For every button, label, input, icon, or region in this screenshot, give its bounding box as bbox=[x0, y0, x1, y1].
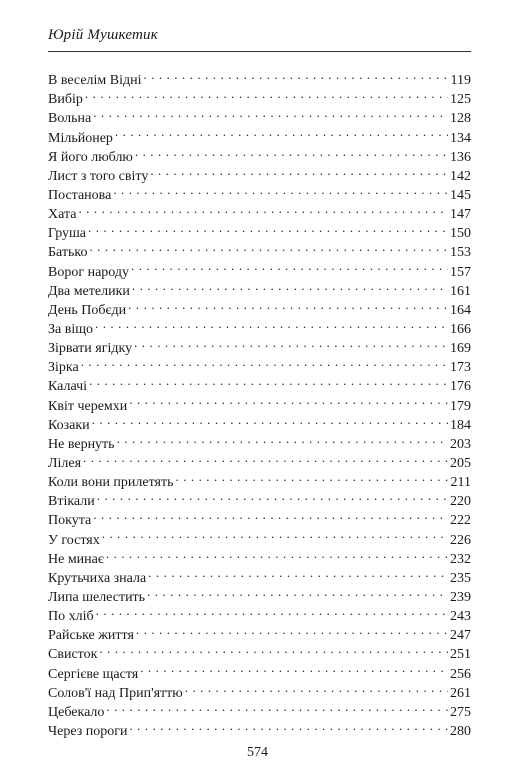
toc-dot-leader bbox=[132, 276, 448, 295]
toc-entry-page: 275 bbox=[450, 704, 471, 720]
toc-entry bbox=[48, 199, 471, 223]
toc-entry bbox=[48, 237, 471, 261]
toc-entry-page: 166 bbox=[450, 321, 471, 337]
toc-dot-leader bbox=[135, 142, 448, 161]
toc-entry bbox=[48, 371, 471, 395]
toc-dot-leader bbox=[117, 429, 448, 448]
toc-dot-leader bbox=[128, 295, 448, 314]
toc-entry-page: 261 bbox=[450, 685, 471, 701]
toc-dot-leader bbox=[88, 218, 448, 237]
toc-dot-leader bbox=[131, 256, 448, 275]
toc-dot-leader bbox=[96, 601, 448, 620]
toc-entry-title: Солов'ї над Прип'яттю bbox=[48, 685, 183, 701]
toc-entry-page: 150 bbox=[450, 226, 471, 242]
toc-dot-leader bbox=[89, 371, 448, 390]
toc-dot-leader bbox=[129, 716, 448, 735]
header-rule bbox=[48, 51, 471, 52]
toc-entry bbox=[48, 544, 471, 567]
toc-dot-leader bbox=[83, 448, 448, 467]
toc-entry-title: По хліб bbox=[48, 609, 94, 625]
toc-entry-title: Груша bbox=[48, 226, 87, 242]
toc-entry bbox=[48, 390, 471, 414]
toc-entry-title: У гостях bbox=[48, 532, 100, 548]
toc-dot-leader bbox=[176, 467, 449, 486]
page-number: 574 bbox=[247, 745, 268, 760]
toc-entry bbox=[48, 620, 471, 644]
toc-entry-title: Я його люблю bbox=[48, 149, 133, 165]
toc-entry-title: Втікали bbox=[48, 494, 95, 510]
toc-entry-page: 147 bbox=[450, 207, 471, 223]
toc-entry-title: Сергієве щастя bbox=[48, 666, 139, 682]
toc-dot-leader bbox=[89, 237, 448, 256]
toc-dot-leader bbox=[150, 161, 448, 180]
toc-entry-page: 145 bbox=[450, 187, 471, 203]
toc-entry bbox=[48, 333, 471, 357]
toc-dot-leader bbox=[97, 486, 448, 505]
toc-entry bbox=[48, 218, 471, 242]
toc-dot-leader bbox=[185, 678, 448, 697]
toc-entry-title: Батько bbox=[48, 245, 88, 261]
toc-dot-leader bbox=[102, 524, 448, 543]
toc-entry bbox=[48, 716, 471, 739]
toc-entry-title: Коли вони прилетять bbox=[48, 475, 174, 491]
toc-entry bbox=[48, 639, 471, 663]
toc-dot-leader bbox=[81, 352, 448, 371]
toc-entry-title: Зірвати ягідку bbox=[48, 341, 133, 357]
toc-dot-leader bbox=[144, 65, 449, 84]
toc-entry bbox=[48, 314, 471, 337]
toc-dot-leader bbox=[85, 84, 448, 103]
toc-entry-page: 164 bbox=[450, 302, 471, 318]
toc-entry-page: 222 bbox=[450, 513, 471, 529]
toc-entry-title: День Побєди bbox=[48, 302, 127, 318]
toc-entry-title: Лілея bbox=[48, 455, 82, 471]
toc-entry-page: 203 bbox=[450, 436, 471, 452]
toc-entry-page: 157 bbox=[450, 264, 471, 280]
toc-entry bbox=[48, 505, 471, 529]
toc-entry-page: 232 bbox=[450, 551, 471, 567]
toc-entry-title: В веселім Відні bbox=[48, 73, 142, 89]
toc-entry bbox=[48, 410, 471, 433]
toc-entry-page: 125 bbox=[450, 92, 471, 108]
toc-entry-page: 119 bbox=[450, 73, 471, 89]
toc-entry-title: Два метелики bbox=[48, 283, 130, 299]
toc-dot-leader bbox=[113, 180, 448, 199]
toc-entry-title: Лист з того світу bbox=[48, 168, 149, 184]
toc-entry-page: 211 bbox=[450, 475, 471, 491]
toc-entry bbox=[48, 697, 471, 720]
toc-entry-page: 226 bbox=[450, 532, 471, 548]
toc-entry-title: Крутьчиха знала bbox=[48, 570, 147, 586]
toc-entry-title: Покута bbox=[48, 513, 92, 529]
toc-entry-title: Свисток bbox=[48, 647, 98, 663]
toc-entry-title: Не вернуть bbox=[48, 436, 115, 452]
toc-entry-title: Квіт черемхи bbox=[48, 398, 128, 414]
toc-entry bbox=[48, 658, 471, 682]
toc-entry bbox=[48, 524, 471, 548]
toc-entry-page: 184 bbox=[450, 417, 471, 433]
toc-entry-title: Ворог народу bbox=[48, 264, 130, 280]
toc-entry-page: 239 bbox=[450, 589, 471, 605]
toc-entry-title: Калачі bbox=[48, 379, 88, 395]
toc-entry bbox=[48, 486, 471, 510]
table-of-contents bbox=[48, 65, 471, 739]
toc-entry-title: Вибір bbox=[48, 92, 83, 108]
toc-dot-leader bbox=[140, 658, 448, 677]
toc-dot-leader bbox=[106, 697, 448, 716]
toc-entry bbox=[48, 65, 471, 89]
toc-entry-title: Вольна bbox=[48, 111, 92, 127]
toc-entry bbox=[48, 256, 471, 280]
toc-entry-page: 256 bbox=[450, 666, 471, 682]
toc-dot-leader bbox=[106, 544, 448, 563]
toc-entry bbox=[48, 563, 471, 586]
toc-entry-page: 134 bbox=[450, 130, 471, 146]
toc-entry-title: Козаки bbox=[48, 417, 90, 433]
toc-entry-title: Зірка bbox=[48, 360, 79, 376]
toc-entry-page: 235 bbox=[450, 570, 471, 586]
toc-dot-leader bbox=[93, 103, 448, 122]
toc-entry bbox=[48, 467, 471, 491]
toc-entry bbox=[48, 122, 471, 146]
toc-entry-title: Мільйонер bbox=[48, 130, 113, 146]
toc-entry-page: 128 bbox=[450, 111, 471, 127]
toc-entry-page: 142 bbox=[450, 168, 471, 184]
toc-entry bbox=[48, 429, 471, 452]
toc-dot-leader bbox=[95, 314, 448, 333]
toc-entry-page: 280 bbox=[450, 723, 471, 739]
toc-entry-page: 136 bbox=[450, 149, 471, 165]
toc-entry-page: 251 bbox=[450, 647, 471, 663]
toc-entry-title: Цебекало bbox=[48, 704, 105, 720]
toc-dot-leader bbox=[148, 563, 448, 582]
toc-dot-leader bbox=[134, 333, 448, 352]
toc-dot-leader bbox=[92, 410, 448, 429]
toc-entry-title: За віщо bbox=[48, 321, 94, 337]
toc-dot-leader bbox=[78, 199, 448, 218]
toc-dot-leader bbox=[147, 582, 448, 601]
toc-entry bbox=[48, 103, 471, 127]
toc-entry-page: 169 bbox=[450, 341, 471, 357]
toc-entry-title: Через пороги bbox=[48, 723, 128, 739]
toc-entry-title: Райське життя bbox=[48, 628, 134, 644]
toc-dot-leader bbox=[129, 390, 448, 409]
toc-entry-title: Постанова bbox=[48, 187, 112, 203]
toc-dot-leader bbox=[99, 639, 448, 658]
toc-entry-page: 176 bbox=[450, 379, 471, 395]
toc-entry-page: 153 bbox=[450, 245, 471, 261]
toc-entry bbox=[48, 352, 471, 376]
toc-entry bbox=[48, 601, 471, 625]
toc-dot-leader bbox=[115, 122, 448, 141]
toc-entry-title: Липа шелестить bbox=[48, 589, 146, 605]
toc-entry-page: 247 bbox=[450, 628, 471, 644]
toc-entry bbox=[48, 84, 471, 108]
toc-entry-page: 179 bbox=[450, 398, 471, 414]
toc-dot-leader bbox=[136, 620, 448, 639]
toc-entry-page: 205 bbox=[450, 455, 471, 471]
toc-entry bbox=[48, 448, 471, 471]
toc-entry-page: 173 bbox=[450, 360, 471, 376]
toc-entry-page: 220 bbox=[450, 494, 471, 510]
toc-entry-title: Не минає bbox=[48, 551, 104, 567]
running-head-author: Юрій Мушкетик bbox=[48, 27, 158, 43]
toc-entry-page: 243 bbox=[450, 609, 471, 625]
toc-entry-title: Хата bbox=[48, 207, 77, 223]
toc-entry-page: 161 bbox=[450, 283, 471, 299]
toc-dot-leader bbox=[93, 505, 448, 524]
